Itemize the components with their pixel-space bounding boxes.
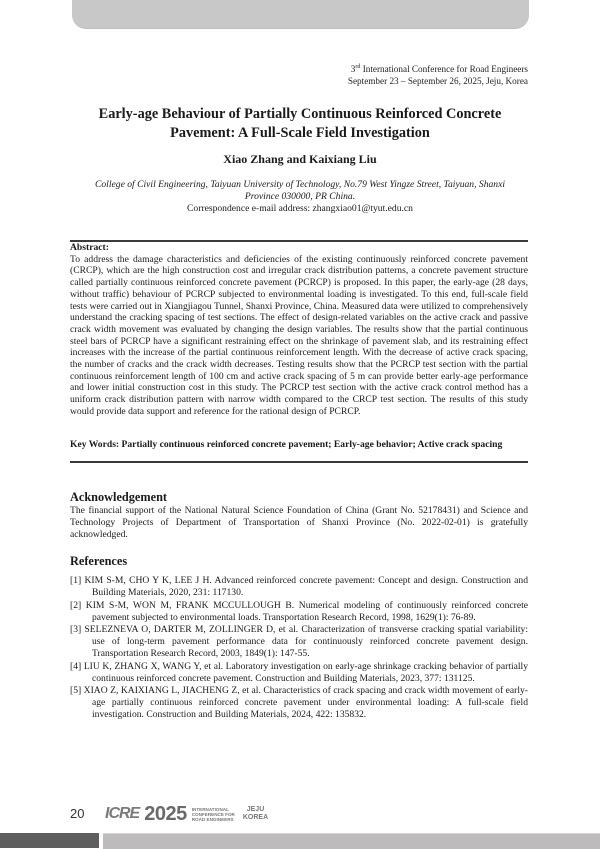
logo-location: JEJU KOREA <box>242 806 269 821</box>
acknowledgement-heading: Acknowledgement <box>70 490 168 504</box>
footer-bar-light <box>103 833 600 849</box>
keywords: Key Words: Partially continuous reinforced concrete pavement; Early-age behavior; Active crack spacing <box>70 439 503 450</box>
affiliation: College of Civil Engineering, Taiyuan University of Technology, No.79 West Yingze Street, Taiyuan, Shanxi Province 030000, PR China. Correspondence e-mail address: zhangxiao01@tyut.edu.cn <box>60 179 540 215</box>
acknowledgement-text: The financial support of the National Natural Science Foundation of China (Grant No. 52178431) and Science and Technology Projects of Department of Transportation of Shanxi Province (No. 2022-02-01) is gratefully acknowledged. <box>70 505 528 540</box>
paper-title: Early-age Behaviour of Partially Continuous Reinforced Concrete Pavement: A Full-Scale Field Investigation <box>98 106 502 141</box>
reference-item: [4] LIU K, ZHANG X, WANG Y, et al. Laboratory investigation on early-age shrinkage cracking behavior of partially continuous reinforced concrete pavement. Construction and Building Materials, 2023, 377: 131125. <box>70 660 528 684</box>
reference-item: [3] SELEZNEVA O, DARTER M, ZOLLINGER D, et al. Characterization of transverse cracking spatial variability: use of long-term pavement performance data for continuously reinforced concrete pavement design. Transportation Research Record, 2003, 1849(1): 147-55. <box>70 624 528 659</box>
abstract-text: To address the damage characteristics and deficiencies of the existing continuously reinforced concrete pavement (CRCP), which are the high construction cost and irregular crack distribution patterns, a concrete pavement structure called partially continuous reinforced concrete pavement (PCRCP) is proposed. In this paper, the early-age (28 days, without traffic) behaviour of PCRCP subjected to environmental loading is investigated. To this end, full-scale field tests were carried out in Xiangjiagou Tunnel, Shanxi Province, China. Measured data were utilized to comprehensively understand the cracking spacing of test sections. The effect of design-related variables on the active crack and passive crack width movement was evaluated by changing the design variables. The results show that the partial continuous steel bars of PCRCP have a significant restraining effect on the shrinkage of pavement slab, and its restraining effect increases with the increase of the partial continuous reinforcement length. With the decrease of active crack spacing, the number of cracks and the crack width decreases. Testing results show that the PCRCP test section with the partial continuous reinforcement length of 100 cm and active crack spacing of 5 m can provide better early-age performance and lower initial construction cost in this study. The PCRCP test section with the active crack control method has a uniform crack distribution pattern with narrow width compared to the CRCP test section. The results of this study would provide data support and reference for the rational design of PCRCP. <box>70 253 528 417</box>
icre-logo-mark: ICRE <box>105 805 140 822</box>
divider-bottom <box>70 461 528 463</box>
reference-item: [5] XIAO Z, KAIXIANG L, JIACHENG Z, et al. Characteristics of crack spacing and crack width movement of early-age partially continuous reinforced concrete pavement under environmental loading: A full-scale field investigation. Construction and Building Materials, 2024, 422: 135832. <box>70 685 528 720</box>
authors: Xiao Zhang and Kaixiang Liu <box>223 152 377 166</box>
conference-logo <box>105 802 268 826</box>
references-heading: References <box>70 554 128 568</box>
top-header-tab <box>72 0 529 29</box>
conference-dates: September 23 – September 26, 2025, Jeju, Korea <box>347 75 528 86</box>
correspondence-email: Correspondence e-mail address: zhangxiao01@tyut.edu.cn <box>187 203 413 214</box>
reference-item: [2] KIM S-M, WON M, FRANK MCCULLOUGH B. Numerical modeling of continuously reinforced concrete pavement subjected to environmental loads. Transportation Research Record, 1998, 1629(1): 76-89. <box>70 599 528 623</box>
conference-name: 3rd International Conference for Road Engineers <box>350 64 528 75</box>
conference-header <box>348 62 528 87</box>
page-number: 20 <box>70 806 85 821</box>
abstract-heading: Abstract: <box>70 242 109 253</box>
logo-text: INTERNATIONAL CONFERENCE FOR ROAD ENGINEERS <box>191 806 235 822</box>
reference-item: [1] KIM S-M, CHO Y K, LEE J H. Advanced reinforced concrete pavement: Concept and design. Construction and Building Materials, 2020, 231: 117130. <box>70 575 528 598</box>
references-list <box>70 575 528 722</box>
logo-year: 2025 <box>144 802 187 825</box>
abstract <box>70 242 528 418</box>
footer-bar-dark <box>0 833 99 848</box>
